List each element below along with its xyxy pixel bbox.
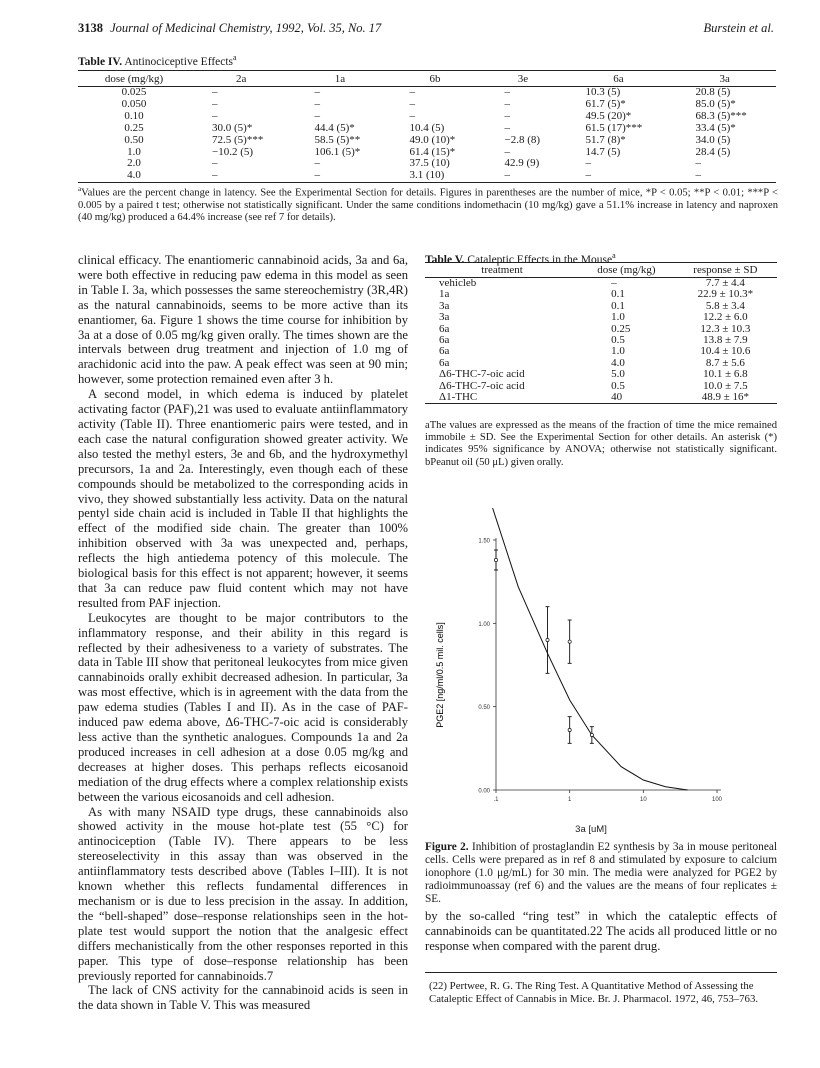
table-row [78, 123, 776, 135]
table-cell: 12.2 ± 6.0 [703, 311, 748, 324]
table5-label: Table V. [425, 253, 465, 266]
table-cell: 10.0 ± 7.5 [703, 379, 748, 392]
paragraph-3: Leukocytes are thought to be major contributors to the inflammatory response, and their ability in this regard is reflected by their adhesiveness to a variety of substrates. The data in Table III show that peritoneal leukocytes from mice given cannabinoids orally exhibit decreased adhesion. In particular, 3a was most effective, which is in agreement with the data from the paw edema studies (Tables I and II). As in the case of PAF-induced paw edema above, Δ6-THC-7-oic acid is considerably less active than the synthetic analogues. Compounds 1a and 2a produced increases in cell adhesion at a dose 0.05 mg/kg and decreases at higher doses. This perhaps reflects eicosanoid mediation of the drug effects where a complex relationship exists between the various eicosanoids and cell adhesion. [78, 610, 408, 804]
table-cell: 0.1 [611, 288, 625, 301]
table-cell: 0.10 [124, 109, 144, 122]
table4-header-cell: 2a [190, 71, 292, 87]
table-cell: 1.0 [611, 311, 625, 324]
data-point [590, 733, 593, 736]
table-cell: 13.8 ± 7.9 [703, 334, 748, 347]
table-cell: 7.7 ± 4.4 [705, 277, 745, 289]
table5-header-cell: treatment [425, 263, 579, 278]
table-cell: – [482, 170, 563, 182]
table-cell: 37.5 (10) [409, 157, 450, 170]
table-cell: 10.4 ± 10.6 [700, 345, 751, 358]
journal-citation: Journal of Medicinal Chemistry, 1992, Vol. 35, No. 17 [110, 21, 382, 35]
table-cell: 61.7 (5)* [585, 97, 626, 110]
table-cell: – [673, 170, 776, 182]
table-row [78, 170, 776, 182]
table4 [78, 70, 776, 183]
table-cell: 10.4 (5) [409, 121, 445, 134]
x-axis-label: 3a [uM] [575, 824, 607, 835]
table-cell: 6a [439, 345, 450, 358]
table-cell: 72.5 (5)*** [212, 133, 264, 146]
table-cell: – [292, 170, 387, 182]
table-cell: – [212, 86, 218, 98]
table-cell: 42.9 (9) [504, 157, 540, 170]
table-cell: – [190, 170, 292, 182]
table-row [78, 135, 776, 147]
x-tick-label: 10 [639, 797, 647, 803]
table-cell: 6a [439, 334, 450, 347]
table-cell: 1a [439, 288, 450, 301]
left-column-text [78, 253, 408, 1013]
paragraph-2: A second model, in which edema is induced by platelet activating factor (PAF),21 was used to evaluate antiinflammatory activity (Table II). Three enantiomeric pairs were tested, and in each case the natural configuration showed greater activity. We also tested the methyl esters, 3e and 6b, and the hydroxymethyl precursors, 1a and 2a. Interestingly, even though each of these compounds should be metabolized to the corresponding acids in vivo, they showed substantially less activity. Data on the natural pentyl side chain acid is included in Table II that highlights the effect of the modified side chain. The greater than 100% inhibition observed with 3a was unexpected and, perhaps, reflects the high antiedema potency of this molecule. The biological basis for this effect is not apparent; however, it seems that 3a can reduce paw fluid content which may not have resulted from PAF injection. [78, 387, 408, 610]
table-row [425, 369, 777, 380]
table-cell: – [314, 157, 320, 170]
table-cell: 28.4 (5) [695, 145, 731, 158]
authors-header: Burstein et al. [703, 21, 774, 35]
table4-caption [78, 53, 237, 68]
running-header [78, 21, 381, 36]
table-cell: – [314, 109, 320, 122]
table-cell: – [314, 86, 320, 98]
table-cell: 4.0 [78, 170, 190, 182]
table4-header-cell: 6a [563, 71, 673, 87]
figure2-chart [425, 500, 777, 835]
table-cell: 48.9 ± 16* [674, 392, 777, 404]
x-tick-label: 1 [567, 797, 572, 803]
table-cell: 106.1 (5)* [314, 145, 361, 158]
paragraph-4: As with many NSAID type drugs, these cannabinoids also showed activity in the mouse hot-plate test (55 °C) for antinociception (Table IV). There appears to be less stereoselectivity in this assay than was observed in the antiinflammatory tests described above (Tables I–III). It is not known whether this reflects fundamental differences in mechanism or is due to less precision in the assay. In addition, the “bell-shaped” dose–response relationships seen in the hot-plate test would support the notion that the analgesic effect differs mechanistically from the other responses reported in this paper. This type of dose–response relationship has been previously reported for cannabinoids.7 [78, 804, 408, 983]
table5 [425, 262, 777, 404]
page-number: 3138 [78, 21, 103, 35]
table-cell: 4.0 [611, 356, 625, 369]
table-cell: 3a [439, 311, 450, 324]
table-cell: 10.3 (5) [585, 86, 621, 98]
table4-footnote [78, 183, 778, 224]
table-cell: 3.1 (10) [387, 170, 482, 182]
table4-header-cell: 3a [673, 71, 776, 87]
table-cell: 5.8 ± 3.4 [705, 299, 745, 312]
table-cell: – [695, 157, 701, 170]
table-cell: 0.1 [611, 299, 625, 312]
table-cell: 1.0 [611, 345, 625, 358]
table-cell: 58.5 (5)** [314, 133, 361, 146]
table4-title: Antinociceptive Effects [124, 55, 234, 68]
table-cell: 6a [439, 356, 450, 369]
table-cell: 3a [439, 299, 450, 312]
table-cell: 34.0 (5) [695, 133, 731, 146]
table-cell: 2.0 [127, 157, 141, 170]
data-point [568, 728, 571, 731]
table-cell: Δ6-THC-7-oic acid [439, 368, 525, 381]
table-cell: Δ1-THC [425, 392, 579, 404]
table4-header-cell: 6b [387, 71, 482, 87]
figure2-label: Figure 2. [425, 841, 469, 853]
table-cell: 0.25 [124, 121, 144, 134]
table4-label: Table IV. [78, 55, 123, 68]
table-cell: – [563, 170, 673, 182]
table-cell: – [504, 121, 510, 134]
table4-footnote-text: Values are the percent change in latency. See the Experimental Section for details. Figures in parentheses are the number of mice, *P < 0.05; **P < 0.01; ***P < 0.005 by a paired t test; otherwise not statistically significant. Under the same conditions indomethacin (10 mg/kg) gave a 51.1% increase in latency and naproxen (40 mg/kg) produced a 64.4% increase (see ref 7 for details). [78, 187, 778, 223]
table-cell: 6a [439, 322, 450, 335]
table-cell: – [504, 97, 510, 110]
figure2-caption-text: Inhibition of prostaglandin E2 synthesis by 3a in mouse peritoneal cells. Cells were prepared as in ref 8 and stimulated by exposure to calcium ionophore (1.0 μg/mL) for 30 min. The media were analyzed for PGE2 by radioimmunoassay (ref 6) and the values are the means of four replicates ± SE. [425, 841, 778, 905]
paragraph-1: clinical efficacy. The enantiomeric cannabinoid acids, 3a and 6a, were both effective in reducing paw edema in this model as seen in Table I. 3a, which possesses the same stereochemistry (3R,4R) as the natural cannabinoids, seems to be more active than its enantiomer, 6a. Figure 1 shows the time course for inhibition by 3a at a dose of 0.05 mg/kg given orally. The times shown are the intervals between drug treatment and injection of 1.0 mg of arachidonic acid into the paw. A peak effect was seen at 90 min; however, some protection remained even after 3 h. [78, 253, 408, 387]
y-axis-label: PGE2 [ng/ml/0.5 mil. cells] [435, 622, 445, 728]
table-cell: 49.0 (10)* [409, 133, 456, 146]
table-cell: −2.8 (8) [504, 133, 541, 146]
reference-22: (22) Pertwee, R. G. The Ring Test. A Quantitative Method of Assessing the Cataleptic Effect of Cannabis in Mice. Br. J. Pharmacol. 1972, 46, 753–763. [429, 980, 759, 1005]
table-cell: – [212, 109, 218, 122]
table-cell: 0.050 [121, 97, 147, 110]
table-cell: – [212, 157, 218, 170]
table-row [78, 111, 776, 123]
table5-body [425, 278, 777, 404]
data-point [546, 638, 549, 641]
table-cell: 22.9 ± 10.3* [697, 288, 754, 301]
table-cell: 0.25 [611, 322, 631, 335]
table4-body [78, 87, 776, 183]
table-cell: 14.7 (5) [585, 145, 621, 158]
table-cell: – [585, 157, 591, 170]
table4-title-sup: a [233, 53, 237, 62]
table-cell: – [314, 97, 320, 110]
paragraph-5: The lack of CNS activity for the cannabinoid acids is seen in the data shown in Table V. This was measured [78, 983, 408, 1013]
table4-header-row [78, 71, 776, 87]
table-cell: – [212, 97, 218, 110]
table-row [78, 99, 776, 111]
table-cell: 0.50 [124, 133, 144, 146]
table-cell: 85.0 (5)* [695, 97, 736, 110]
table-cell: 10.1 ± 6.8 [703, 368, 748, 381]
figure2-caption [425, 841, 777, 906]
x-tick-label: 100 [711, 797, 723, 803]
table-cell: – [409, 97, 415, 110]
table-cell: Δ6-THC-7-oic acid [439, 379, 525, 392]
table-cell: 30.0 (5)* [212, 121, 253, 134]
table-cell: 61.4 (15)* [409, 145, 456, 158]
table-cell: −10.2 (5) [212, 145, 254, 158]
table-cell: 0.5 [611, 379, 625, 392]
y-tick-label: 0.00 [478, 788, 490, 795]
table-cell: 1.0 [127, 145, 141, 158]
y-tick-label: 0.50 [478, 705, 490, 712]
table4-header-cell: 1a [292, 71, 387, 87]
table5-footnote: aThe values are expressed as the means of the fraction of time the mice remained immobile ± SD. See the Experimental Section for other details. An asterisk (*) indicates 95% significance by ANOVA; otherwise not statistically significant. bPeanut oil (50 μL) given orally. [425, 420, 777, 468]
table-cell: – [504, 109, 510, 122]
table-row [425, 392, 777, 404]
table-cell: 68.3 (5)*** [695, 109, 747, 122]
x-tick-label: .1 [493, 797, 499, 803]
table-cell: 12.3 ± 10.3 [700, 322, 751, 335]
data-point [494, 558, 497, 561]
table5-header-cell: dose (mg/kg) [579, 263, 674, 278]
table-cell: 49.5 (20)* [585, 109, 632, 122]
table-row [78, 87, 776, 99]
table-cell: – [504, 145, 510, 158]
table-cell: 40 [579, 392, 674, 404]
table-cell: 8.7 ± 5.6 [705, 356, 745, 369]
fitted-curve [493, 508, 688, 790]
table-cell: 51.7 (8)* [585, 133, 626, 146]
table-cell: vehicleb [439, 277, 477, 289]
table-cell: – [504, 86, 510, 98]
table-cell: 5.0 [611, 368, 625, 381]
table4-footnote-marker: a [78, 185, 82, 193]
table-cell: – [409, 109, 415, 122]
table4-header-cell: 3e [482, 71, 563, 87]
data-point [568, 640, 571, 643]
reference-divider [425, 972, 777, 973]
right-column-text: by the so-called “ring test” in which the cataleptic effects of cannabinoids can be quantitated.22 The acids all produced little or no response when compared with the parent drug. [425, 909, 777, 953]
table-cell: 33.4 (5)* [695, 121, 736, 134]
table-cell: 61.5 (17)*** [585, 121, 643, 134]
table5-header-cell: response ± SD [674, 263, 777, 278]
table-cell: 0.5 [611, 334, 625, 347]
table5-header-row [425, 263, 777, 278]
y-tick-label: 1.00 [478, 621, 490, 628]
table-cell: – [409, 86, 415, 98]
table-row [425, 312, 777, 323]
table-cell: 0.025 [121, 86, 147, 98]
table4-header-cell: dose (mg/kg) [78, 71, 190, 87]
table-cell: 44.4 (5)* [314, 121, 355, 134]
table5-title-sup: a [612, 251, 616, 260]
table5-title: Cataleptic Effects in the Mouse [467, 253, 613, 266]
table-cell: 20.8 (5) [695, 86, 731, 98]
y-tick-label: 1.50 [478, 538, 490, 545]
table-cell: – [611, 277, 617, 289]
